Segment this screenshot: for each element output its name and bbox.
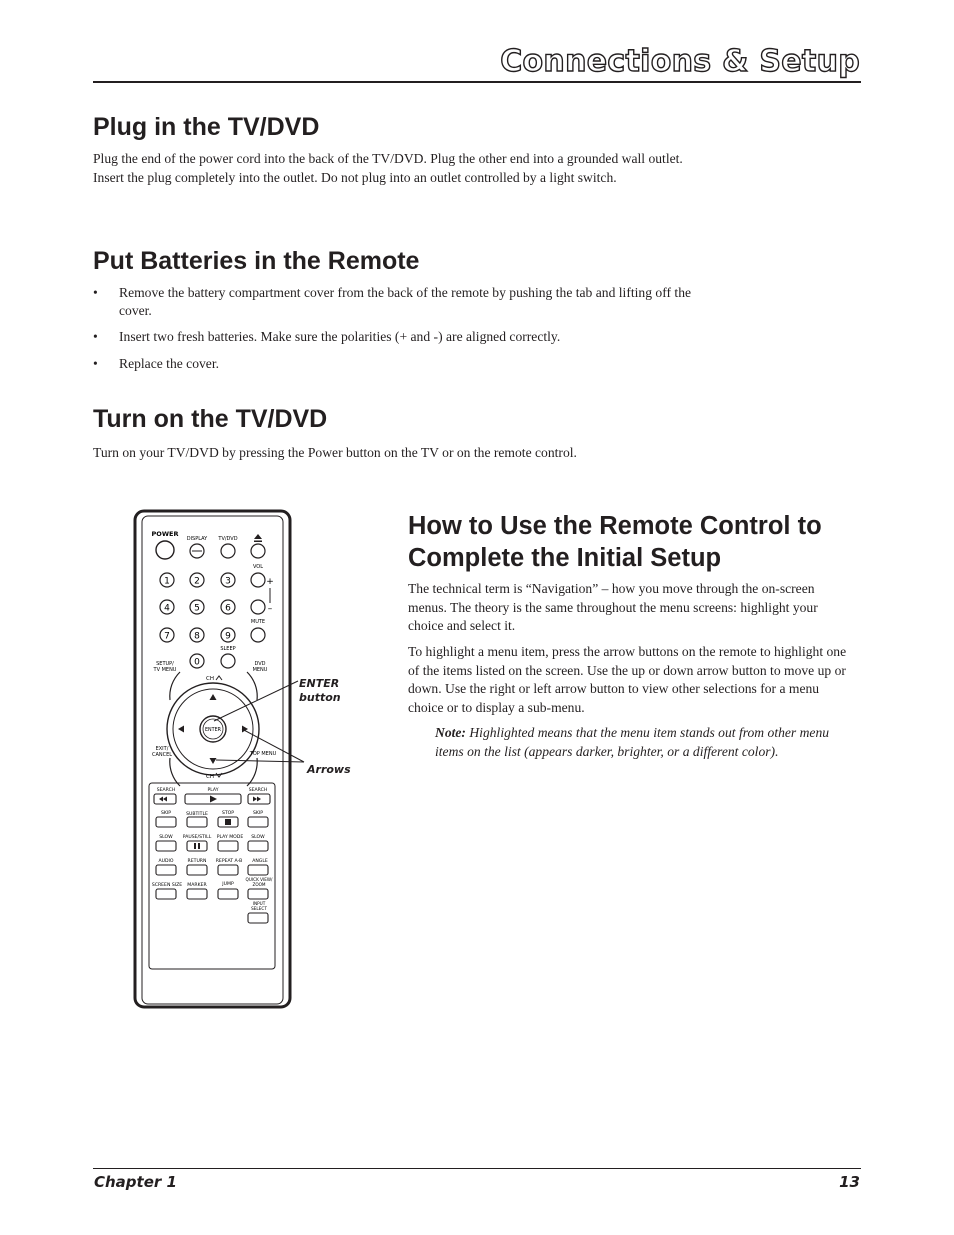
skip-forward-button [248,817,268,827]
slow-forward-button [248,841,268,851]
svg-text:SLOW: SLOW [159,835,173,840]
svg-text:SKIP: SKIP [160,811,172,816]
remote-setup-para-2: To highlight a menu item, press the arrow buttons on the remote to highlight one of the items listed on the screen. Use the up or down arrow button to move up or down. Use the right or left arrow button to view other selections for a menu choice or to display a sub-menu. [408,644,847,715]
svg-text:INPUT: INPUT [252,901,266,906]
ch-down-label: CH [206,774,214,780]
svg-text:SEARCH: SEARCH [248,788,268,793]
input-select-button [248,913,268,923]
eject-button [251,544,265,558]
svg-text:4: 4 [164,603,170,614]
svg-text:SCREEN SIZE: SCREEN SIZE [151,883,183,888]
digit-8 [190,628,204,642]
power-label: POWER [151,530,179,538]
skip-back-button [156,817,176,827]
bullet-mark: • [93,285,98,300]
sleep-button [221,654,235,668]
setup-label-2: TV MENU [153,667,177,673]
ch-up-label: CH [206,676,214,682]
repeat-button [218,865,238,875]
svg-text:REPEAT A-B: REPEAT A-B [215,859,243,864]
pause-button [187,841,207,851]
heading-line-2: Complete the Initial Setup [408,544,722,572]
svg-text:STOP: STOP [221,811,235,816]
footer-rule [93,1168,861,1169]
display-label: DISPLAY [186,536,208,542]
svg-text:PLAY MODE: PLAY MODE [216,835,244,840]
arrows-callout: Arrows [307,763,351,776]
dvd-menu-label-2: MENU [252,667,268,673]
list-item-text: Replace the cover. [119,355,220,371]
heading-turn-on: Turn on the TV/DVD [93,405,328,433]
vol-minus-sign: – [267,604,273,614]
list-item-text: Insert two fresh batteries. Make sure the polarities (+ and -) are aligned correctly. [119,329,561,344]
callout-enter-line-1: ENTER [299,677,340,690]
svg-text:6: 6 [225,603,231,614]
svg-text:8: 8 [194,631,200,642]
svg-text:0: 0 [194,657,200,668]
svg-text:JUMP: JUMP [222,882,234,887]
list-item-text: Remove the battery compartment cover from the back of the remote by pushing the tab and lifting off the cover. [119,285,692,318]
remote-control-illustration [130,508,360,1013]
footer-chapter: Chapter 1 [94,1173,177,1191]
exit-label-2: CANCEL [151,752,173,758]
power-button [156,541,174,559]
svg-text:SKIP: SKIP [252,811,264,816]
page-header-title: Connections & Setup [500,44,860,79]
note-label: Note: [435,725,466,740]
exit-label-1: EXIT/ [155,746,169,752]
zoom-button [248,889,268,899]
batteries-list [93,284,693,381]
audio-button [156,865,176,875]
heading-plug-in: Plug in the TV/DVD [93,113,320,141]
digit-5 [190,600,204,614]
header-rule [93,81,861,83]
digit-9 [221,628,235,642]
heading-remote-setup [408,510,822,574]
digit-7 [160,628,174,642]
footer-page-number: 13 [839,1173,860,1191]
note-text: Highlighted means that the menu item stands out from other menu items on the list (appears darker, brighter, or a different color). [435,725,830,759]
mute-button [251,628,265,642]
bullet-mark: • [93,355,98,371]
svg-text:2: 2 [194,576,200,587]
vol-up-button [251,573,265,587]
vol-plus-sign: + [266,577,274,587]
screen-size-button [156,889,176,899]
tvdvd-button [221,544,235,558]
return-button [187,865,207,875]
list-item [93,284,693,319]
dvd-menu-label-1: DVD [254,661,266,667]
svg-text:5: 5 [194,603,200,614]
top-menu-label: TOP MENU [249,751,277,757]
bullet-mark: • [93,329,98,344]
list-item [93,328,693,346]
sleep-label: SLEEP [220,646,236,652]
list-item [93,355,693,373]
note-paragraph [435,724,835,761]
heading-batteries: Put Batteries in the Remote [93,247,420,275]
digit-0 [190,654,204,668]
svg-text:SUBTITLE: SUBTITLE [186,812,208,817]
digit-1 [160,573,174,587]
enter-label: ENTER [205,728,221,733]
turn-on-body: Turn on your TV/DVD by pressing the Power button on the TV or on the remote control. [93,445,577,460]
svg-text:SLOW: SLOW [251,835,265,840]
svg-text:ANGLE: ANGLE [252,859,268,864]
svg-text:RETURN: RETURN [187,859,207,864]
svg-text:MARKER: MARKER [187,883,207,888]
svg-text:ZOOM: ZOOM [252,882,266,887]
enter-button-callout [299,677,341,705]
svg-text:1: 1 [164,576,170,587]
subtitle-button [187,817,207,827]
play-mode-button [218,841,238,851]
slow-back-button [156,841,176,851]
angle-button [248,865,268,875]
plug-in-body: Plug the end of the power cord into the back of the TV/DVD. Plug the other end into a grounded wall outlet. Insert the plug completely into the outlet. Do not plug into an outlet controlled by a light switch. [93,151,683,185]
setup-label-1: SETUP/ [156,661,174,667]
marker-button [187,889,207,899]
svg-text:PLAY: PLAY [207,788,219,793]
remote-setup-para-1: The technical term is “Navigation” – how you move through the on-screen menus. The theory is the same throughout the menu screens: highlight your choice and select it. [408,581,818,633]
svg-text:7: 7 [164,631,170,642]
callout-enter-line-2: button [299,691,341,704]
svg-text:9: 9 [225,631,231,642]
svg-text:PAUSE/STILL: PAUSE/STILL [182,835,212,840]
digit-6 [221,600,235,614]
svg-text:SEARCH: SEARCH [156,788,176,793]
vol-label: VOL [252,564,264,570]
vol-down-button [251,600,265,614]
heading-line-1: How to Use the Remote Control to [408,512,822,540]
digit-2 [190,573,204,587]
digit-3 [221,573,235,587]
svg-text:SELECT: SELECT [251,906,267,911]
digit-4 [160,600,174,614]
svg-text:3: 3 [225,576,231,587]
jump-button [218,889,238,899]
svg-text:AUDIO: AUDIO [158,859,174,864]
svg-text:QUICK VIEW/: QUICK VIEW/ [245,877,273,882]
mute-label: MUTE [250,619,266,625]
tvdvd-label: TV/DVD [218,536,238,542]
